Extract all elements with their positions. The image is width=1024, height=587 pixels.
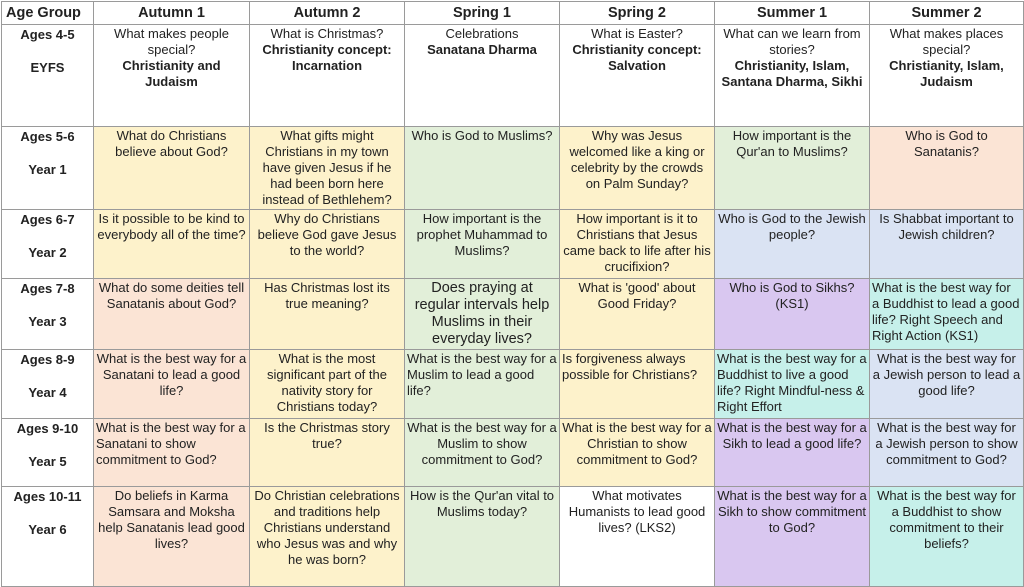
unit-cell-spring-2 bbox=[560, 210, 715, 279]
age-range: Ages 7-8 bbox=[20, 281, 75, 296]
unit-cell-spring-1 bbox=[405, 210, 560, 279]
table-row bbox=[2, 25, 1024, 127]
unit-question: Is it possible to be kind to everybody all of the time? bbox=[97, 211, 246, 242]
unit-question: Why do Christians believe God gave Jesus to the world? bbox=[257, 211, 397, 258]
unit-cell-summer-2 bbox=[870, 487, 1024, 587]
unit-religion: Christianity concept: Incarnation bbox=[262, 42, 392, 73]
unit-cell-spring-2 bbox=[560, 487, 715, 587]
table-row bbox=[2, 210, 1024, 279]
header-summer-1: Summer 1 bbox=[715, 2, 870, 25]
unit-cell-summer-1 bbox=[715, 279, 870, 350]
unit-question: How important is it to Christians that Jesus came back to life after his crucifixion? bbox=[563, 211, 711, 274]
age-range: Ages 5-6 bbox=[20, 129, 75, 144]
unit-question: What is Easter? bbox=[591, 26, 683, 41]
unit-question: Who is God to Sikhs? (KS1) bbox=[729, 280, 855, 311]
age-group-cell bbox=[2, 350, 94, 419]
age-range: Ages 4-5 bbox=[20, 27, 75, 42]
unit-question: What motivates Humanists to lead good lives? (LKS2) bbox=[568, 488, 706, 535]
unit-cell-spring-1 bbox=[405, 25, 560, 127]
unit-question: What makes people special? bbox=[114, 26, 229, 57]
unit-question: Does praying at regular intervals help Muslims in their everyday lives? bbox=[414, 280, 550, 347]
unit-question: Is the Christmas story true? bbox=[264, 420, 390, 451]
age-range: Ages 8-9 bbox=[20, 352, 75, 367]
unit-question: What is the best way for a Buddhist to show commitment to their beliefs? bbox=[877, 488, 1016, 551]
unit-question: What can we learn from stories? bbox=[723, 26, 861, 57]
unit-cell-autumn-2 bbox=[250, 25, 405, 127]
year-label: Year 3 bbox=[28, 314, 67, 329]
unit-cell-spring-1 bbox=[405, 419, 560, 487]
unit-cell-autumn-2 bbox=[250, 350, 405, 419]
unit-question: Has Christmas lost its true meaning? bbox=[264, 280, 390, 311]
unit-question: What is the best way for a Muslim to lead a good life? bbox=[407, 351, 557, 398]
unit-cell-summer-2 bbox=[870, 350, 1024, 419]
unit-cell-spring-2 bbox=[560, 127, 715, 210]
unit-cell-spring-1 bbox=[405, 127, 560, 210]
unit-cell-spring-2 bbox=[560, 25, 715, 127]
unit-cell-autumn-2 bbox=[250, 210, 405, 279]
unit-cell-summer-1 bbox=[715, 487, 870, 587]
table-row bbox=[2, 279, 1024, 350]
unit-question: What gifts might Christians in my town have given Jesus if he had been born here instead of Bethlehem? bbox=[262, 128, 392, 207]
unit-cell-autumn-2 bbox=[250, 279, 405, 350]
unit-question: What is the best way for a Buddhist to lead a good life? Right Speech and Right Action (KS1) bbox=[872, 280, 1020, 343]
unit-cell-spring-1 bbox=[405, 350, 560, 419]
unit-cell-autumn-2 bbox=[250, 127, 405, 210]
unit-question: What is the most significant part of the nativity story for Christians today? bbox=[267, 351, 387, 414]
unit-question: What is the best way for a Sanatani to show commitment to God? bbox=[96, 420, 246, 467]
unit-cell-summer-2 bbox=[870, 210, 1024, 279]
unit-cell-spring-2 bbox=[560, 279, 715, 350]
unit-question: Do Christian celebrations and traditions help Christians understand who Jesus was and why he was born? bbox=[254, 488, 400, 567]
unit-question: How important is the prophet Muhammad to Muslims? bbox=[416, 211, 548, 258]
unit-cell-autumn-1 bbox=[94, 279, 250, 350]
unit-question: What is 'good' about Good Friday? bbox=[578, 280, 696, 311]
unit-cell-spring-1 bbox=[405, 487, 560, 587]
unit-cell-autumn-2 bbox=[250, 419, 405, 487]
unit-question: Is forgiveness always possible for Christians? bbox=[562, 351, 698, 382]
age-range: Ages 9-10 bbox=[16, 421, 79, 436]
year-label: Year 6 bbox=[28, 522, 67, 537]
unit-cell-autumn-1 bbox=[94, 350, 250, 419]
age-group-cell bbox=[2, 419, 94, 487]
unit-cell-autumn-1 bbox=[94, 419, 250, 487]
table-row bbox=[2, 487, 1024, 587]
unit-cell-spring-2 bbox=[560, 350, 715, 419]
age-group-cell bbox=[2, 25, 94, 127]
unit-cell-autumn-1 bbox=[94, 127, 250, 210]
unit-question: Who is God to Sanatanis? bbox=[905, 128, 988, 159]
unit-question: What makes places special? bbox=[889, 26, 1004, 57]
unit-cell-summer-1 bbox=[715, 210, 870, 279]
unit-cell-summer-2 bbox=[870, 25, 1024, 127]
unit-cell-autumn-1 bbox=[94, 210, 250, 279]
header-summer-2: Summer 2 bbox=[870, 2, 1024, 25]
unit-cell-spring-1 bbox=[405, 279, 560, 350]
unit-question: What do Christians believe about God? bbox=[115, 128, 228, 159]
unit-cell-summer-1 bbox=[715, 25, 870, 127]
age-range: Ages 6-7 bbox=[20, 212, 75, 227]
year-label: Year 2 bbox=[28, 245, 67, 260]
unit-religion: Christianity and Judaism bbox=[122, 58, 221, 89]
unit-cell-autumn-2 bbox=[250, 487, 405, 587]
unit-question: Who is God to Muslims? bbox=[411, 128, 553, 143]
unit-question: What is the best way for a Jewish person to lead a good life? bbox=[872, 351, 1021, 398]
year-label: Year 1 bbox=[28, 162, 67, 177]
age-group-cell bbox=[2, 487, 94, 587]
unit-cell-spring-2 bbox=[560, 419, 715, 487]
header-row bbox=[2, 2, 1024, 25]
unit-cell-autumn-1 bbox=[94, 487, 250, 587]
header-autumn-2: Autumn 2 bbox=[250, 2, 405, 25]
unit-question: Do beliefs in Karma Samsara and Moksha help Sanatanis lead good lives? bbox=[98, 488, 245, 551]
header-autumn-1: Autumn 1 bbox=[94, 2, 250, 25]
table-row bbox=[2, 127, 1024, 210]
unit-question: What is the best way for a Buddhist to live a good life? Right Mindful-ness & Right Effort bbox=[717, 351, 867, 414]
year-label: Year 4 bbox=[28, 385, 67, 400]
age-group-cell bbox=[2, 279, 94, 350]
header-spring-1: Spring 1 bbox=[405, 2, 560, 25]
unit-cell-summer-1 bbox=[715, 419, 870, 487]
curriculum-table bbox=[1, 1, 1024, 587]
unit-cell-summer-2 bbox=[870, 419, 1024, 487]
age-range: Ages 10-11 bbox=[13, 489, 82, 504]
header-age-group: Age Group bbox=[2, 2, 94, 25]
unit-question: How is the Qur'an vital to Muslims today? bbox=[409, 488, 555, 519]
unit-religion: Christianity, Islam, Judaism bbox=[889, 58, 1004, 89]
unit-question: What is the best way for a Sikh to lead a good life? bbox=[717, 420, 867, 451]
age-group-cell bbox=[2, 210, 94, 279]
unit-religion: Christianity, Islam, Santana Dharma, Sikhi bbox=[721, 58, 863, 89]
year-label: Year 5 bbox=[28, 454, 67, 469]
unit-question: How important is the Qur'an to Muslims? bbox=[732, 128, 852, 159]
unit-question: What is the best way for a Sanatani to lead a good life? bbox=[96, 351, 247, 398]
unit-cell-summer-1 bbox=[715, 350, 870, 419]
unit-question: What is Christmas? bbox=[270, 26, 384, 41]
unit-question: Celebrations bbox=[445, 26, 519, 41]
unit-question: What is the best way for a Muslim to show commitment to God? bbox=[407, 420, 557, 467]
unit-religion: Christianity concept: Salvation bbox=[572, 42, 702, 73]
unit-question: What is the best way for a Jewish person to show commitment to God? bbox=[875, 420, 1018, 467]
table-row bbox=[2, 350, 1024, 419]
unit-question: What do some deities tell Sanatanis about God? bbox=[98, 280, 245, 311]
unit-cell-summer-2 bbox=[870, 279, 1024, 350]
unit-question: What is the best way for a Sikh to show commitment to God? bbox=[717, 488, 867, 535]
unit-question: What is the best way for a Christian to show commitment to God? bbox=[562, 420, 712, 467]
unit-question: Who is God to the Jewish people? bbox=[718, 211, 866, 242]
year-label: EYFS bbox=[30, 60, 65, 75]
unit-question: Why was Jesus welcomed like a king or celebrity by the crowds on Palm Sunday? bbox=[569, 128, 705, 191]
unit-cell-summer-1 bbox=[715, 127, 870, 210]
age-group-cell bbox=[2, 127, 94, 210]
unit-religion: Sanatana Dharma bbox=[427, 42, 537, 57]
table-row bbox=[2, 419, 1024, 487]
unit-question: Is Shabbat important to Jewish children? bbox=[879, 211, 1014, 242]
unit-cell-summer-2 bbox=[870, 127, 1024, 210]
header-spring-2: Spring 2 bbox=[560, 2, 715, 25]
unit-cell-autumn-1 bbox=[94, 25, 250, 127]
